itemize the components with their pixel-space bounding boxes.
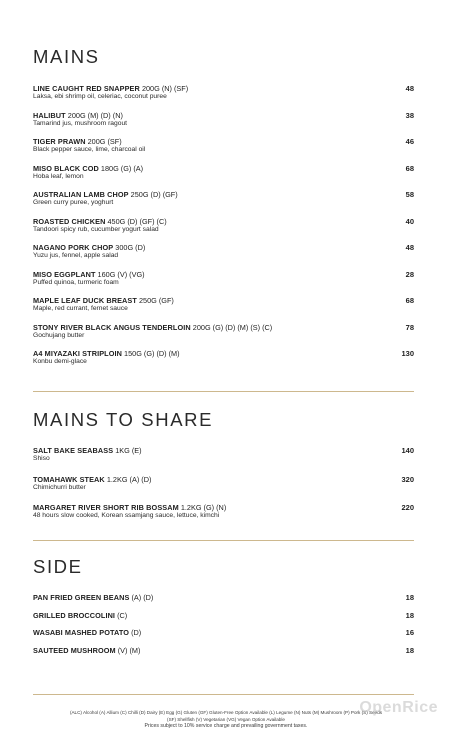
menu-item-price: 58 [405,190,414,199]
menu-item-portion-allergens: 450G (D) (GF) (C) [107,216,167,226]
menu-item-price: 48 [405,243,414,252]
menu-item-description: Chimichurri butter [33,483,86,491]
menu-item-name: ROASTED CHICKEN [33,216,106,226]
menu-item-portion-allergens: 200G (N) (SF) [141,84,189,93]
menu-item-price: 68 [405,163,414,173]
menu-item [33,243,414,260]
menu-item-portion-allergens: 1KG (E) [115,446,142,455]
menu-item-name: PAN FRIED GREEN BEANS [33,593,130,602]
menu-item [33,475,414,492]
menu-item-portion-allergens: 150G (G) (D) (M) [124,349,180,358]
menu-item [33,270,414,287]
menu-item-heading [33,446,414,455]
menu-item-name: HALIBUT [33,110,66,120]
menu-item-name: SAUTEED MUSHROOM [33,645,116,655]
section-title-mains: MAINS [33,46,100,67]
legend-line-2: (SF) Shellfish (V) Vegetarian (VG) Vegan Option Available [167,717,285,722]
menu-item-name: AUSTRALIAN LAMB CHOP [33,190,129,199]
menu-item [33,190,414,207]
menu-item-portion-allergens: 250G (D) (GF) [130,190,178,199]
menu-item [33,611,414,620]
menu-item-portion-allergens: (V) (M) [117,645,141,655]
side-section [33,557,414,577]
menu-item-description: Shiso [33,455,50,462]
section-title-side: SIDE [33,556,83,577]
menu-item-description: Maple, red currant, fernet sauce [33,305,128,312]
menu-item-description: Tandoori spicy rub, cucumber yogurt salad [33,225,159,233]
menu-item-portion-allergens: 250G (GF) [138,296,174,305]
menu-item [33,137,414,154]
section-title-mains-to-share: MAINS TO SHARE [33,409,214,430]
menu-item-price: 78 [405,322,414,332]
menu-item-portion-allergens: 200G (G) (D) (M) (S) (C) [192,322,273,332]
menu-item-portion-allergens: 180G (G) (A) [100,163,144,173]
menu-item-heading [33,164,414,173]
menu-item-price: 320 [401,474,414,484]
menu-item-description: Hoba leaf, lemon [33,172,84,180]
menu-item [33,164,414,181]
menu-item [33,646,414,655]
menu-item-price: 130 [401,349,414,358]
menu-item-name: LINE CAUGHT RED SNAPPER [33,84,140,93]
menu-item-name: SALT BAKE SEABASS [33,446,114,455]
section-divider [33,540,414,541]
menu-item-description: Yuzu jus, fennel, apple salad [33,252,119,259]
menu-item-price: 18 [405,610,414,620]
menu-item-heading [33,628,414,637]
menu-item [33,323,414,340]
menu-item-price: 18 [405,645,414,655]
menu-item [33,84,414,101]
menu-item-heading [33,349,414,358]
menu-item [33,593,414,602]
menu-item-heading [33,646,414,655]
menu-item-heading [33,243,414,252]
legend-line-1: (ALC) Alcohol (A) Allium (C) Chilli (D) Dairy (E) Egg (G) Gluten (GF) Gluten-Free Option Available (L) Legume (N) Nuts (M) Mushroom (P) Pork (S) Seeds [69,710,383,715]
menu-item-heading [33,611,414,620]
menu-item-price: 46 [405,137,414,146]
menu-item-name: TOMAHAWK STEAK [33,474,105,484]
menu-item-portion-allergens: 1.2KG (A) (D) [106,474,152,484]
menu-item-name: MISO EGGPLANT [33,269,96,279]
menu-item-name: MISO BLACK COD [33,163,99,173]
menu-item-price: 68 [405,296,414,305]
menu-item-description: Black pepper sauce, lime, charcoal oil [33,146,146,153]
menu-item-heading [33,111,414,120]
menu-item-portion-allergens: 1.2KG (G) (N) [180,503,227,512]
menu-item-price: 28 [405,269,414,279]
menu-item-description: Konbu demi-glace [33,358,87,365]
menu-item-name: A4 MIYAZAKI STRIPLOIN [33,349,122,358]
menu-item-name: MARGARET RIVER SHORT RIB BOSSAM [33,503,179,512]
menu-item [33,217,414,234]
menu-item-heading [33,593,414,602]
menu-item-price: 16 [405,628,414,637]
menu-item-description: Gochujang butter [33,331,85,339]
menu-item-price: 18 [405,593,414,602]
menu-item-portion-allergens: 200G (SF) [87,137,122,146]
menu-item-portion-allergens: 160G (V) (VG) [97,269,145,279]
menu-item-price: 40 [405,216,414,226]
menu-item-portion-allergens: (C) [117,610,128,620]
menu-item [33,446,414,463]
menu-item-portion-allergens: 200G (M) (D) (N) [67,110,123,120]
menu-item-name: MAPLE LEAF DUCK BREAST [33,296,137,305]
menu-item-name: GRILLED BROCCOLINI [33,610,116,620]
menu-item-heading [33,503,414,512]
section-divider [33,391,414,392]
menu-item-description: Puffed quinoa, turmeric foam [33,278,119,286]
menu-item-name: STONY RIVER BLACK ANGUS TENDERLOIN [33,322,191,332]
menu-item-description: Green curry puree, yoghurt [33,199,114,206]
menu-item-heading [33,270,414,279]
section-divider [33,694,414,695]
menu-item-name: NAGANO PORK CHOP [33,243,114,252]
menu-item-portion-allergens: (D) [131,628,142,637]
tax-note: Prices subject to 10% service charge and prevailing government taxes. [144,723,308,729]
menu-item-heading [33,475,414,484]
menu-item-description: 48 hours slow cooked, Korean ssamjang sauce, lettuce, kimchi [33,512,220,519]
menu-item-heading [33,296,414,305]
menu-item-heading [33,190,414,199]
menu-item-description: Laksa, ebi shrimp oil, celeriac, coconut puree [33,93,167,100]
menu-item [33,349,414,366]
menu-item [33,111,414,128]
menu-item [33,296,414,313]
menu-item-name: WASABI MASHED POTATO [33,628,130,637]
watermark: OpenRice [359,699,438,716]
menu-item-heading [33,323,414,332]
menu-item-portion-allergens: 300G (D) [115,243,146,252]
menu-item-heading [33,217,414,226]
mains-section [33,47,414,67]
menu-item-price: 38 [405,110,414,120]
menu-item [33,503,414,520]
menu-item-description: Tamarind jus, mushroom ragout [33,119,128,127]
menu-item-portion-allergens: (A) (D) [131,593,154,602]
menu-item-heading [33,137,414,146]
menu-item-price: 140 [401,446,414,455]
menu-item-name: TIGER PRAWN [33,137,86,146]
menu-item [33,628,414,637]
mains-to-share-section [33,410,414,430]
menu-item-price: 48 [405,84,414,93]
menu-item-price: 220 [401,503,414,512]
menu-item-heading [33,84,414,93]
